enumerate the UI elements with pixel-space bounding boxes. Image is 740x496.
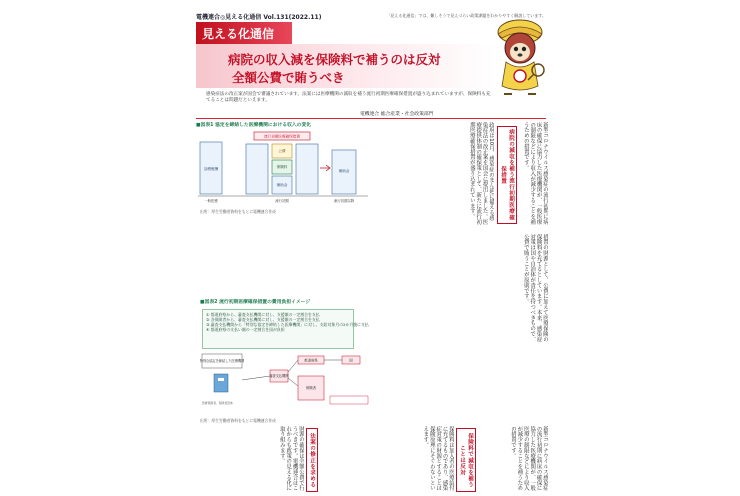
body-paragraph: 政府は10月、感染症のまん延に備える感染症法の改正案を国会に提出しました。医療提供体制の確保策として、新たに流行初期医療確保措置が盛り込まれています。 xyxy=(468,122,494,225)
fig1-axis-mid: 流行初期 xyxy=(275,199,289,203)
fig2-hospital-label: 特別な協定を締結した医療機関 xyxy=(200,359,245,363)
header-title: 電機連合◎見える化通信 Vol.131(2022.11) xyxy=(196,14,322,21)
header-note: 「見える化通信」では、難しそうで見えづらい政策課題をわかりやすく解説しています。 xyxy=(386,13,546,18)
figure-2-list xyxy=(202,309,369,349)
newsletter-page xyxy=(192,8,550,496)
series-title: 見える化通信 xyxy=(202,27,275,41)
fig2-review-label: 審査支払機関 xyxy=(269,374,289,378)
figure-2-source: 出所：厚生労働省資料をもとに電機連合作成 xyxy=(200,418,276,423)
fig2-prefecture-label: 都道府県 xyxy=(304,358,318,363)
body-paragraph: 新型コロナウイルス感染症の流行初期に病床の確保に協力した医療機関が、一般医療の制限などにより収入が減少することを補うための措置です。 xyxy=(522,122,548,225)
headline-line-1: 病院の収入減を保険料で補うのは反対 xyxy=(228,52,441,67)
fig2-state-label: 国 xyxy=(349,358,353,363)
byline: 電機連合 総合産業・社会政策部門 xyxy=(360,112,434,117)
fig1-right-box-label: 補助金 xyxy=(338,169,350,173)
fig1-left-box-label: 診療報酬 xyxy=(203,167,219,171)
fig2-note: 医療保険者、保険者団体 xyxy=(202,401,233,405)
figure-2-title: ■図表2 流行初期医療確保措置の費用負担イメージ xyxy=(200,300,311,305)
body-column-2 xyxy=(508,122,548,226)
body-column-1 xyxy=(376,122,494,226)
figure-1-source: 出所：厚生労働省資料をもとに電機連合作成 xyxy=(200,209,276,214)
figure-1-title: ■図表1 協定を締結した医療機関における収入の変化 xyxy=(196,123,312,128)
body-column-6 xyxy=(468,426,548,496)
fig1-top-box-label: 流行初期医療確保措置 xyxy=(264,134,300,139)
body-column-3 xyxy=(376,234,548,344)
divider xyxy=(196,118,546,119)
body-column-5 xyxy=(318,426,454,496)
body-paragraph: 保険料は加入者の医療給付に充てるものであり、感染症対策の財源とすることは保険原理にそぐわないといえます。 xyxy=(422,426,454,491)
subhead-2: 保険料で減収を補うことは反対 xyxy=(456,428,476,492)
mascot-detective-icon xyxy=(492,16,550,98)
figure-1 xyxy=(196,121,372,217)
figure-2-item: ④ 都道府県の支払い額の一定割合を国が負担 xyxy=(206,327,285,332)
figure-2-item: ② 各保険者から、審査支払機関に対し、支援額の一定割合を支払 xyxy=(206,317,320,322)
body-paragraph: 財源の確保は全額公費で行うべきです。電機連合はこれからも政策の見える化に取り組みます。 xyxy=(278,426,304,491)
hospital-building-icon xyxy=(214,374,228,392)
headline-line-2: 全額公費で賄うべき xyxy=(232,70,345,85)
lead-paragraph: 感染症法の改正案が国会で審議されています。法案には医療機関の減収を補う流行初期医療確保措置が盛り込まれていますが、保険料も充てることは問題だといえます。 xyxy=(206,92,491,104)
fig1-axis-right: 流行初期以降 xyxy=(333,199,355,203)
body-column-4 xyxy=(196,426,304,496)
body-paragraph: 新型コロナウイルス感染症の流行初期に病床の確保に協力した医療機関が、一般医療の制限などにより収入が減少することを補うための措置です。 xyxy=(509,426,548,491)
fig1-box-a-label: 公費 xyxy=(278,149,286,153)
fig1-box-c-label: 補助金 xyxy=(276,183,288,187)
subhead-1: 病院の減収を補う流行初期医療確保措置 xyxy=(497,126,517,224)
figure-2-item: ③ 審査支払機関から「特別な協定を締結した医療機関」に対し、支給対象月の2か月後に支払 xyxy=(206,322,369,327)
body-paragraph: 措置の財源として、公費に加えて医療保険の保険料を充てるとしています。本来、感染症対策は国や自治体が責任を持つべきもので、公費で賄うことが原則です。 xyxy=(522,234,548,342)
figure-2-diagram xyxy=(200,352,370,412)
fig1-box-b-label: 保険料 xyxy=(276,165,288,169)
fig2-insurers-label: 保険者 xyxy=(305,386,317,390)
subhead-3: 法案の修正を求める xyxy=(306,428,318,492)
fig1-axis-left: 一般医療 xyxy=(204,199,218,203)
figure-2-item: ① 都道府県から、審査支払機関に対し、支援額の一定割合を支払 xyxy=(206,312,320,317)
figure-1-diagram xyxy=(196,128,372,212)
banner xyxy=(196,22,496,88)
